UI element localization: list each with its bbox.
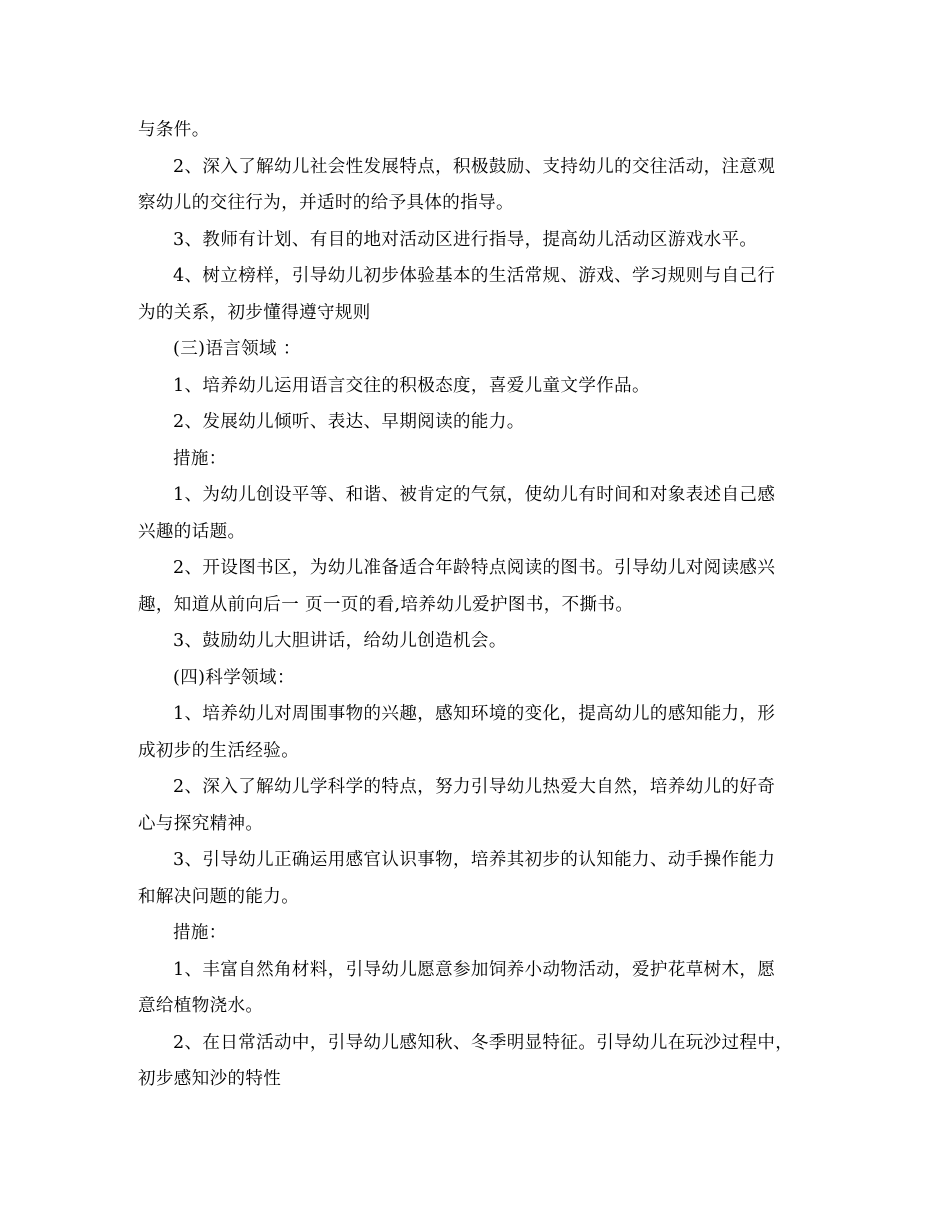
paragraph-line: 兴趣的话题。 [138, 521, 246, 542]
paragraph-line: 1、培养幼儿对周围事物的兴趣，感知环境的变化，提高幼儿的感知能力，形 [173, 704, 776, 724]
paragraph-line: 心与探究精神。 [138, 813, 264, 834]
paragraph-line: 与条件。 [138, 120, 210, 140]
paragraph-line: 2、深入了解幼儿学科学的特点，努力引导幼儿热爱大自然，培养幼儿的好奇 [173, 777, 776, 797]
paragraph-line: 3、引导幼儿正确运用感官认识事物，培养其初步的认知能力、动手操作能力 [173, 850, 776, 870]
paragraph-line: 3、鼓励幼儿大胆讲话，给幼儿创造机会。 [173, 631, 507, 651]
paragraph-line: 2、发展幼儿倾听、表达、早期阅读的能力。 [173, 412, 525, 432]
section-heading: (四)科学领域： [173, 667, 295, 688]
paragraph-line: 2、在日常活动中，引导幼儿感知秋、冬季明显特征。引导幼儿在玩沙过程中， [173, 1032, 794, 1053]
paragraph-line: 2、深入了解幼儿社会性发展特点，积极鼓励、支持幼儿的交往活动，注意观 [173, 156, 776, 177]
document-body [138, 112, 814, 1098]
paragraph-line: 1、丰富自然角材料，引导幼儿愿意参加饲养小动物活动，爱护花草树木，愿 [173, 959, 776, 980]
paragraph-line: 4、树立榜样，引导幼儿初步体验基本的生活常规、游戏、学习规则与自己行 [173, 266, 776, 286]
section-heading: (三)语言领域 ： [173, 339, 301, 359]
paragraph-line: 1、培养幼儿运用语言交往的积极态度，喜爱儿童文学作品。 [173, 375, 650, 396]
measures-heading: 措施： [173, 448, 227, 469]
paragraph-line: 成初步的生活经验。 [138, 740, 300, 761]
paragraph-line: 和解决问题的能力。 [138, 886, 300, 907]
paragraph-line: 初步感知沙的特性 [138, 1069, 282, 1089]
measures-heading: 措施： [173, 923, 227, 943]
paragraph-line: 3、教师有计划、有目的地对活动区进行指导，提高幼儿活动区游戏水平。 [173, 229, 758, 250]
paragraph-line: 1、为幼儿创设平等、和谐、被肯定的气氛，使幼儿有时间和对象表述自己感 [173, 485, 776, 505]
paragraph-line: 2、开设图书区，为幼儿准备适合年龄特点阅读的图书。引导幼儿对阅读感兴 [173, 558, 776, 578]
paragraph-line: 察幼儿的交往行为，并适时的给予具体的指导。 [138, 193, 514, 213]
paragraph-line: 趣，知道从前向后一 页一页的看,培养幼儿爱护图书，不撕书。 [138, 594, 634, 615]
paragraph-line: 意给植物浇水。 [138, 996, 264, 1016]
paragraph-line: 为的关系，初步懂得遵守规则 [138, 302, 371, 323]
